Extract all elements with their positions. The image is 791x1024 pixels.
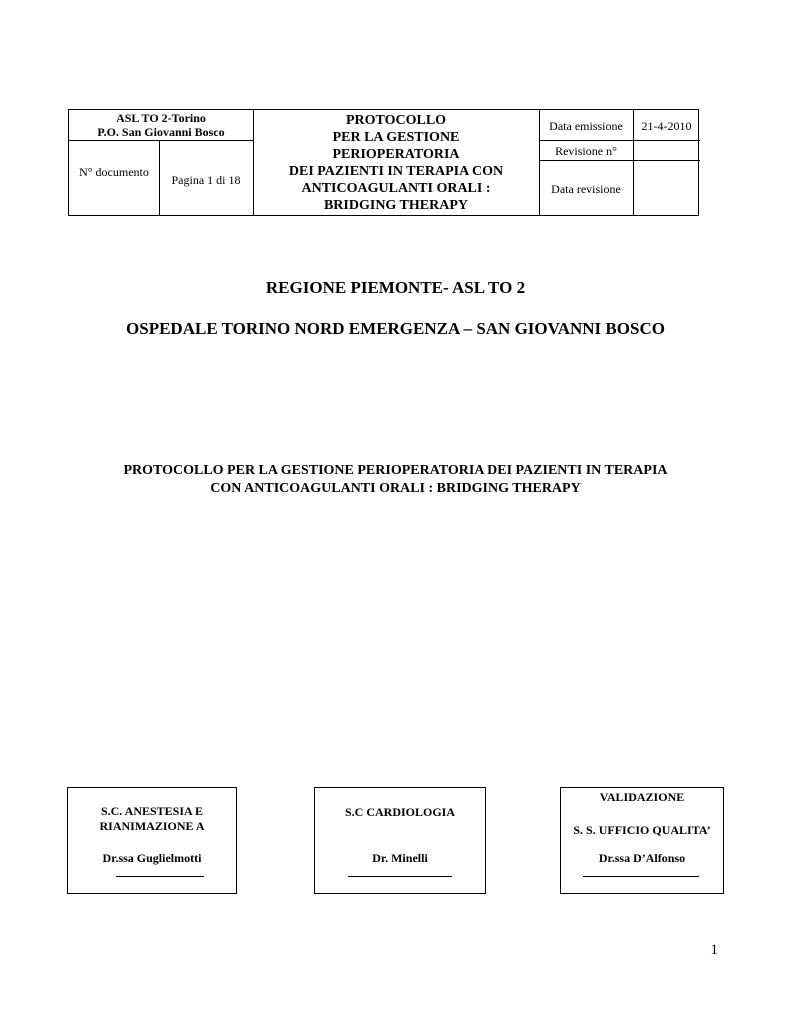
department-line: RIANIMAZIONE A — [99, 819, 205, 833]
protocol-title — [0, 462, 791, 498]
signatory-name: Dr. Minelli — [372, 851, 428, 865]
signature-line — [116, 876, 204, 877]
page-count: Pagina 1 di 18 — [171, 173, 241, 187]
title-line: DEI PAZIENTI IN TERAPIA CON — [288, 164, 504, 179]
department-line: S.C. ANESTESIA E — [100, 804, 204, 818]
signature-line — [348, 876, 452, 877]
page-number: 1 — [710, 942, 718, 958]
title-line: PER LA GESTIONE — [332, 130, 460, 145]
header-divider — [539, 160, 700, 161]
signature-line — [583, 876, 699, 877]
revision-label: Revisione n° — [555, 144, 617, 158]
department-line: S. S. UFFICIO QUALITA’ — [573, 823, 711, 837]
signatory-name: Dr.ssa Guglielmotti — [102, 851, 202, 865]
title-line: PERIOPERATORIA — [332, 147, 460, 162]
hospital-title: OSPEDALE TORINO NORD EMERGENZA – SAN GIOVANNI BOSCO — [126, 319, 665, 338]
validation-header: VALIDAZIONE — [599, 790, 685, 804]
region-title: REGIONE PIEMONTE- ASL TO 2 — [265, 278, 526, 297]
document-header-table — [68, 109, 699, 216]
department-line: S.C CARDIOLOGIA — [344, 805, 455, 819]
title-line: PROTOCOLLO — [345, 113, 447, 128]
title-line: BRIDGING THERAPY — [323, 198, 469, 213]
signature-box-validation — [560, 787, 724, 894]
issue-date-label: Data emissione — [549, 119, 623, 133]
header-protocol-title — [253, 112, 539, 214]
signature-box-cardiology — [314, 787, 486, 894]
header-divider — [539, 140, 700, 141]
protocol-title-line: PROTOCOLLO PER LA GESTIONE PERIOPERATORIA DEI PAZIENTI IN TERAPIA — [123, 463, 668, 478]
issue-date-value: 21-4-2010 — [641, 119, 692, 133]
hospital-name: P.O. San Giovanni Bosco — [97, 125, 225, 139]
protocol-title-line: CON ANTICOAGULANTI ORALI : BRIDGING THERAPY — [210, 481, 581, 496]
signature-box-anesthesia — [67, 787, 237, 894]
revision-date-label: Data revisione — [551, 182, 621, 196]
header-divider — [69, 140, 253, 141]
org-name: ASL TO 2-Torino — [116, 111, 206, 125]
document-number-label: N° documento — [79, 165, 149, 179]
title-line: ANTICOAGULANTI ORALI : — [301, 181, 491, 196]
signatory-name: Dr.ssa D’Alfonso — [598, 851, 686, 865]
